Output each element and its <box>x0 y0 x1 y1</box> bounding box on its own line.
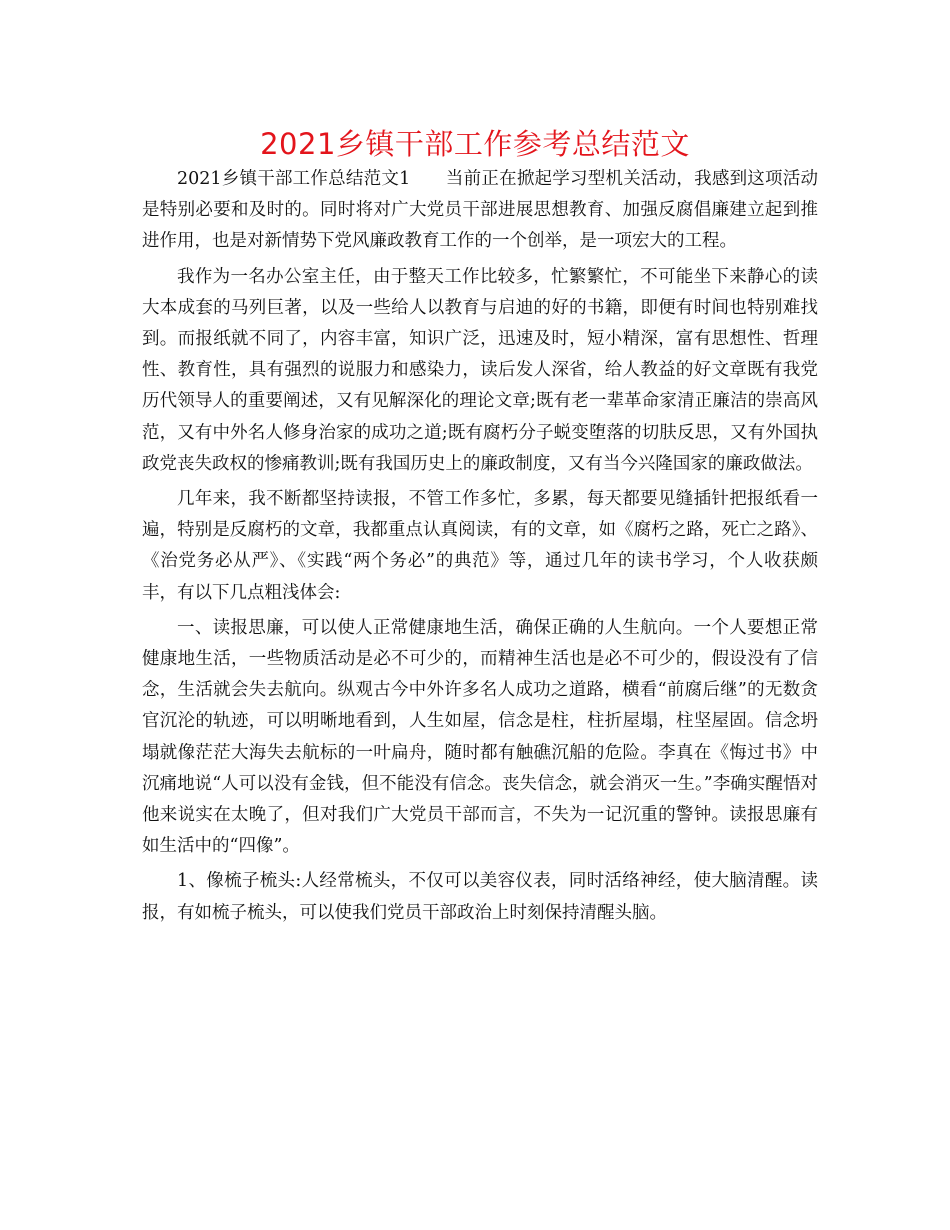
paragraph-comb-analogy: 1、像梳子梳头:人经常梳头，不仅可以美容仪表，同时活络神经，使大脑清醒。读报，有如梳子梳头，可以使我们党员干部政治上时刻保持清醒头脑。 <box>142 871 818 923</box>
paragraph-intro: 2021乡镇干部工作总结范文1 当前正在掀起学习型机关活动，我感到这项活动是特别必要和及时的。同时将对广大党员干部进展思想教育、加强反腐倡廉建立起到推进作用，也是对新情势下党风廉政教育工作的一个创举，是一项宏大的工程。 <box>142 169 818 252</box>
document-title: 2021乡镇干部工作参考总结范文 <box>260 127 690 161</box>
paragraph-years-of-reading: 几年来，我不断都坚持读报，不管工作多忙，多累，每天都要见缝插针把报纸看一遍，特别是反腐朽的文章，我都重点认真阅读，有的文章，如《腐朽之路，死亡之路》、《治党务必从严》、《实践“两个务必”的典范》等，通过几年的读书学习，个人收获颇丰，有以下几点粗浅体会: <box>142 489 818 603</box>
paragraph-reading-newspapers: 我作为一名办公室主任，由于整天工作比较多，忙繁繁忙，不可能坐下来静心的读大本成套的马列巨著，以及一些给人以教育与启迪的好的书籍，即便有时间也特别难找到。而报纸就不同了，内容丰富，知识广泛，迅速及时，短小精深，富有思想性、哲理性、教育性，具有强烈的说服力和感染力，读后发人深省，给人教益的好文章既有我党历代领导人的重要阐述，又有见解深化的理论文章;既有老一辈革命家清正廉洁的崇高风范，又有中外名人修身治家的成功之道;既有腐朽分子蜕变堕落的切肤反思，又有外国执政党丧失政权的惨痛教训;既有我国历史上的廉政制度，又有当今兴隆国家的廉政做法。 <box>142 266 818 474</box>
document-body <box>142 164 818 933</box>
paragraph-point-one: 一、读报思廉，可以使人正常健康地生活，确保正确的人生航向。一个人要想正常健康地生活，一些物质活动是必不可少的，而精神生活也是必不可少的，假设没有了信念，生活就会失去航向。纵观古今中外许多名人成功之道路，横看“前腐后继”的无数贪官沉沦的轨迹，可以明晰地看到，人生如屋，信念是柱，柱折屋塌，柱坚屋固。信念坍塌就像茫茫大海失去航标的一叶扁舟，随时都有触礁沉船的危险。李真在《悔过书》中沉痛地说“人可以没有金钱，但不能没有信念。丧失信念，就会消灭一生。”李确实醒悟对他来说实在太晚了，但对我们广大党员干部而言，不失为一记沉重的警钟。读报思廉有如生活中的“四像”。 <box>142 617 818 857</box>
